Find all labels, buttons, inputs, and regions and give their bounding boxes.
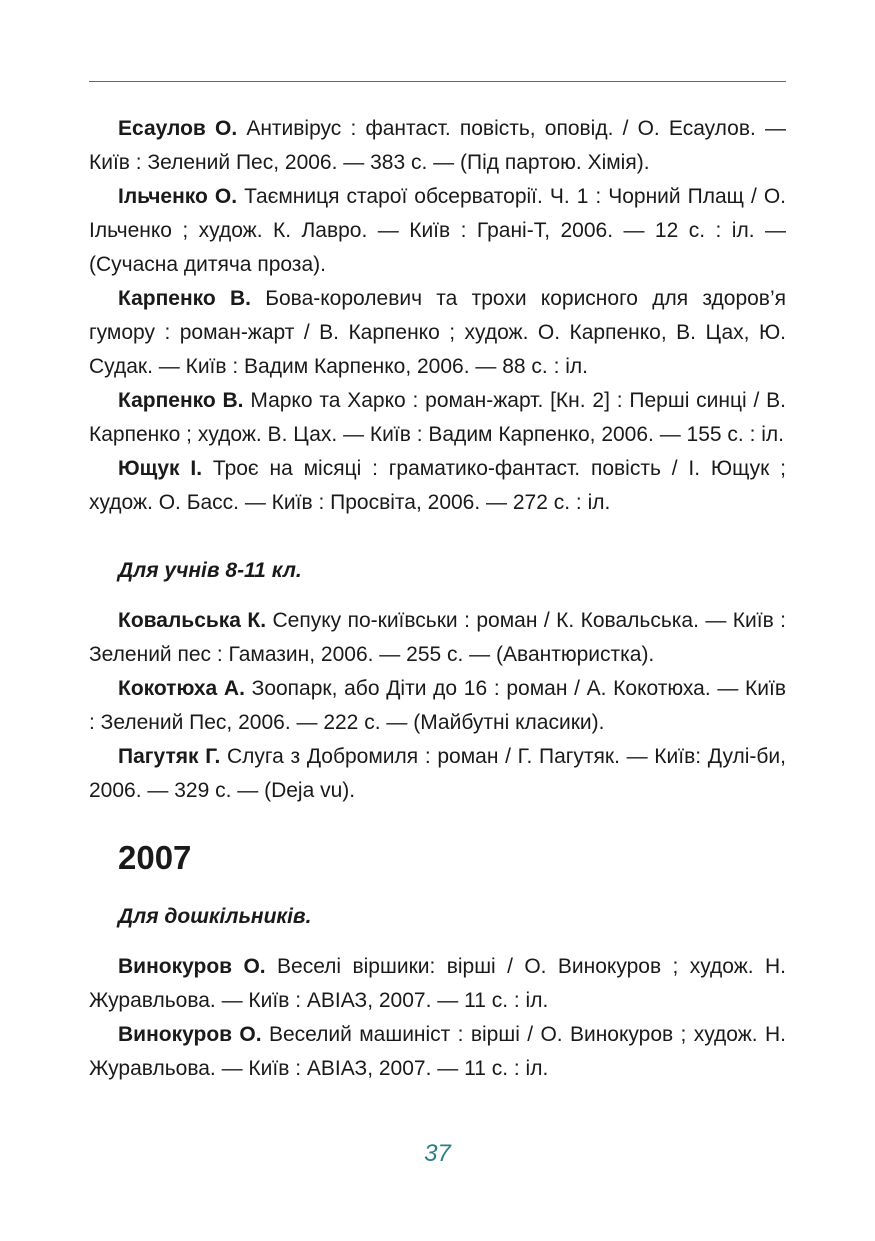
page-content xyxy=(89,112,786,1086)
entry-author: Винокуров О. xyxy=(118,1023,262,1046)
bib-entry xyxy=(89,180,786,282)
entry-text: Зоопарк, або Діти до 16 : роман / А. Кокотюха. — Київ : Зелений Пес, 2006. — 222 с. — (Майбутні класики). xyxy=(89,677,786,734)
entry-text: Веселі віршики: вірші / О. Винокуров ; худож. Н. Журавльова. — Київ : АВІАЗ, 2007. — 11 с. : іл. xyxy=(89,955,786,1012)
entry-text: Троє на місяці : граматико-фантаст. повість / І. Ющук ; худож. О. Басс. — Київ : Просвіта, 2006. — 272 с. : іл. xyxy=(89,457,786,514)
section-heading: Для дошкільників. xyxy=(118,905,312,928)
entry-author: Карпенко В. xyxy=(118,389,244,412)
entry-text: Таємниця старої обсерваторії. Ч. 1 : Чорний Плащ / О. Ільченко ; худож. К. Лавро. — Київ : Грані-Т, 2006. — 12 с. : іл. — (Сучасна дитяча проза). xyxy=(89,185,786,276)
entry-text: Бова-королевич та трохи корисного для здоров’я гумору : роман-жарт / В. Карпенко ; худож. О. Карпенко, В. Цах, Ю. Судак. — Київ : Вадим Карпенко, 2006. — 88 с. : іл. xyxy=(89,287,786,378)
bib-entry xyxy=(89,282,786,384)
bib-entry xyxy=(89,452,786,520)
bib-entry xyxy=(89,1018,786,1086)
entry-text: Антивірус : фантаст. повість, оповід. / О. Есаулов. — Київ : Зелений Пес, 2006. — 383 с. — (Під партою. Хімія). xyxy=(89,117,786,174)
entry-author: Пагутяк Г. xyxy=(118,745,221,768)
year-heading: 2007 xyxy=(118,839,192,876)
bib-entry xyxy=(89,950,786,1018)
entry-text: Слуга з Добромиля : роман / Г. Пагутяк. — Київ: Дулі-би, 2006. — 329 с. — (Deja vu). xyxy=(89,745,786,802)
entry-author: Кокотюха А. xyxy=(118,677,245,700)
header-rule xyxy=(89,81,786,82)
section-heading: Для учнів 8-11 кл. xyxy=(118,559,302,582)
bib-entry xyxy=(89,672,786,740)
page-number: 37 xyxy=(424,1140,451,1167)
bib-entry xyxy=(89,604,786,672)
bib-entry xyxy=(89,112,786,180)
entry-text: Сепуку по-київськи : роман / К. Ковальська. — Київ : Зелений пес : Гамазин, 2006. — 255 с. — (Авантюристка). xyxy=(89,609,786,666)
entry-author: Винокуров О. xyxy=(118,955,266,978)
entry-text: Веселий машиніст : вірші / О. Винокуров ; худож. Н. Журавльова. — Київ : АВІАЗ, 2007. — 11 с. : іл. xyxy=(89,1023,786,1080)
entry-author: Ющук І. xyxy=(118,457,203,480)
entry-author: Ільченко О. xyxy=(118,185,238,208)
bib-entry xyxy=(89,740,786,808)
bib-entry xyxy=(89,384,786,452)
entry-author: Есаулов О. xyxy=(118,117,238,140)
entry-author: Ковальська К. xyxy=(118,609,267,632)
entry-text: Марко та Харко : роман-жарт. [Кн. 2] : Перші синці / В. Карпенко ; худож. В. Цах. — Київ : Вадим Карпенко, 2006. — 155 с. : іл. xyxy=(89,389,786,446)
entry-author: Карпенко В. xyxy=(118,287,251,310)
